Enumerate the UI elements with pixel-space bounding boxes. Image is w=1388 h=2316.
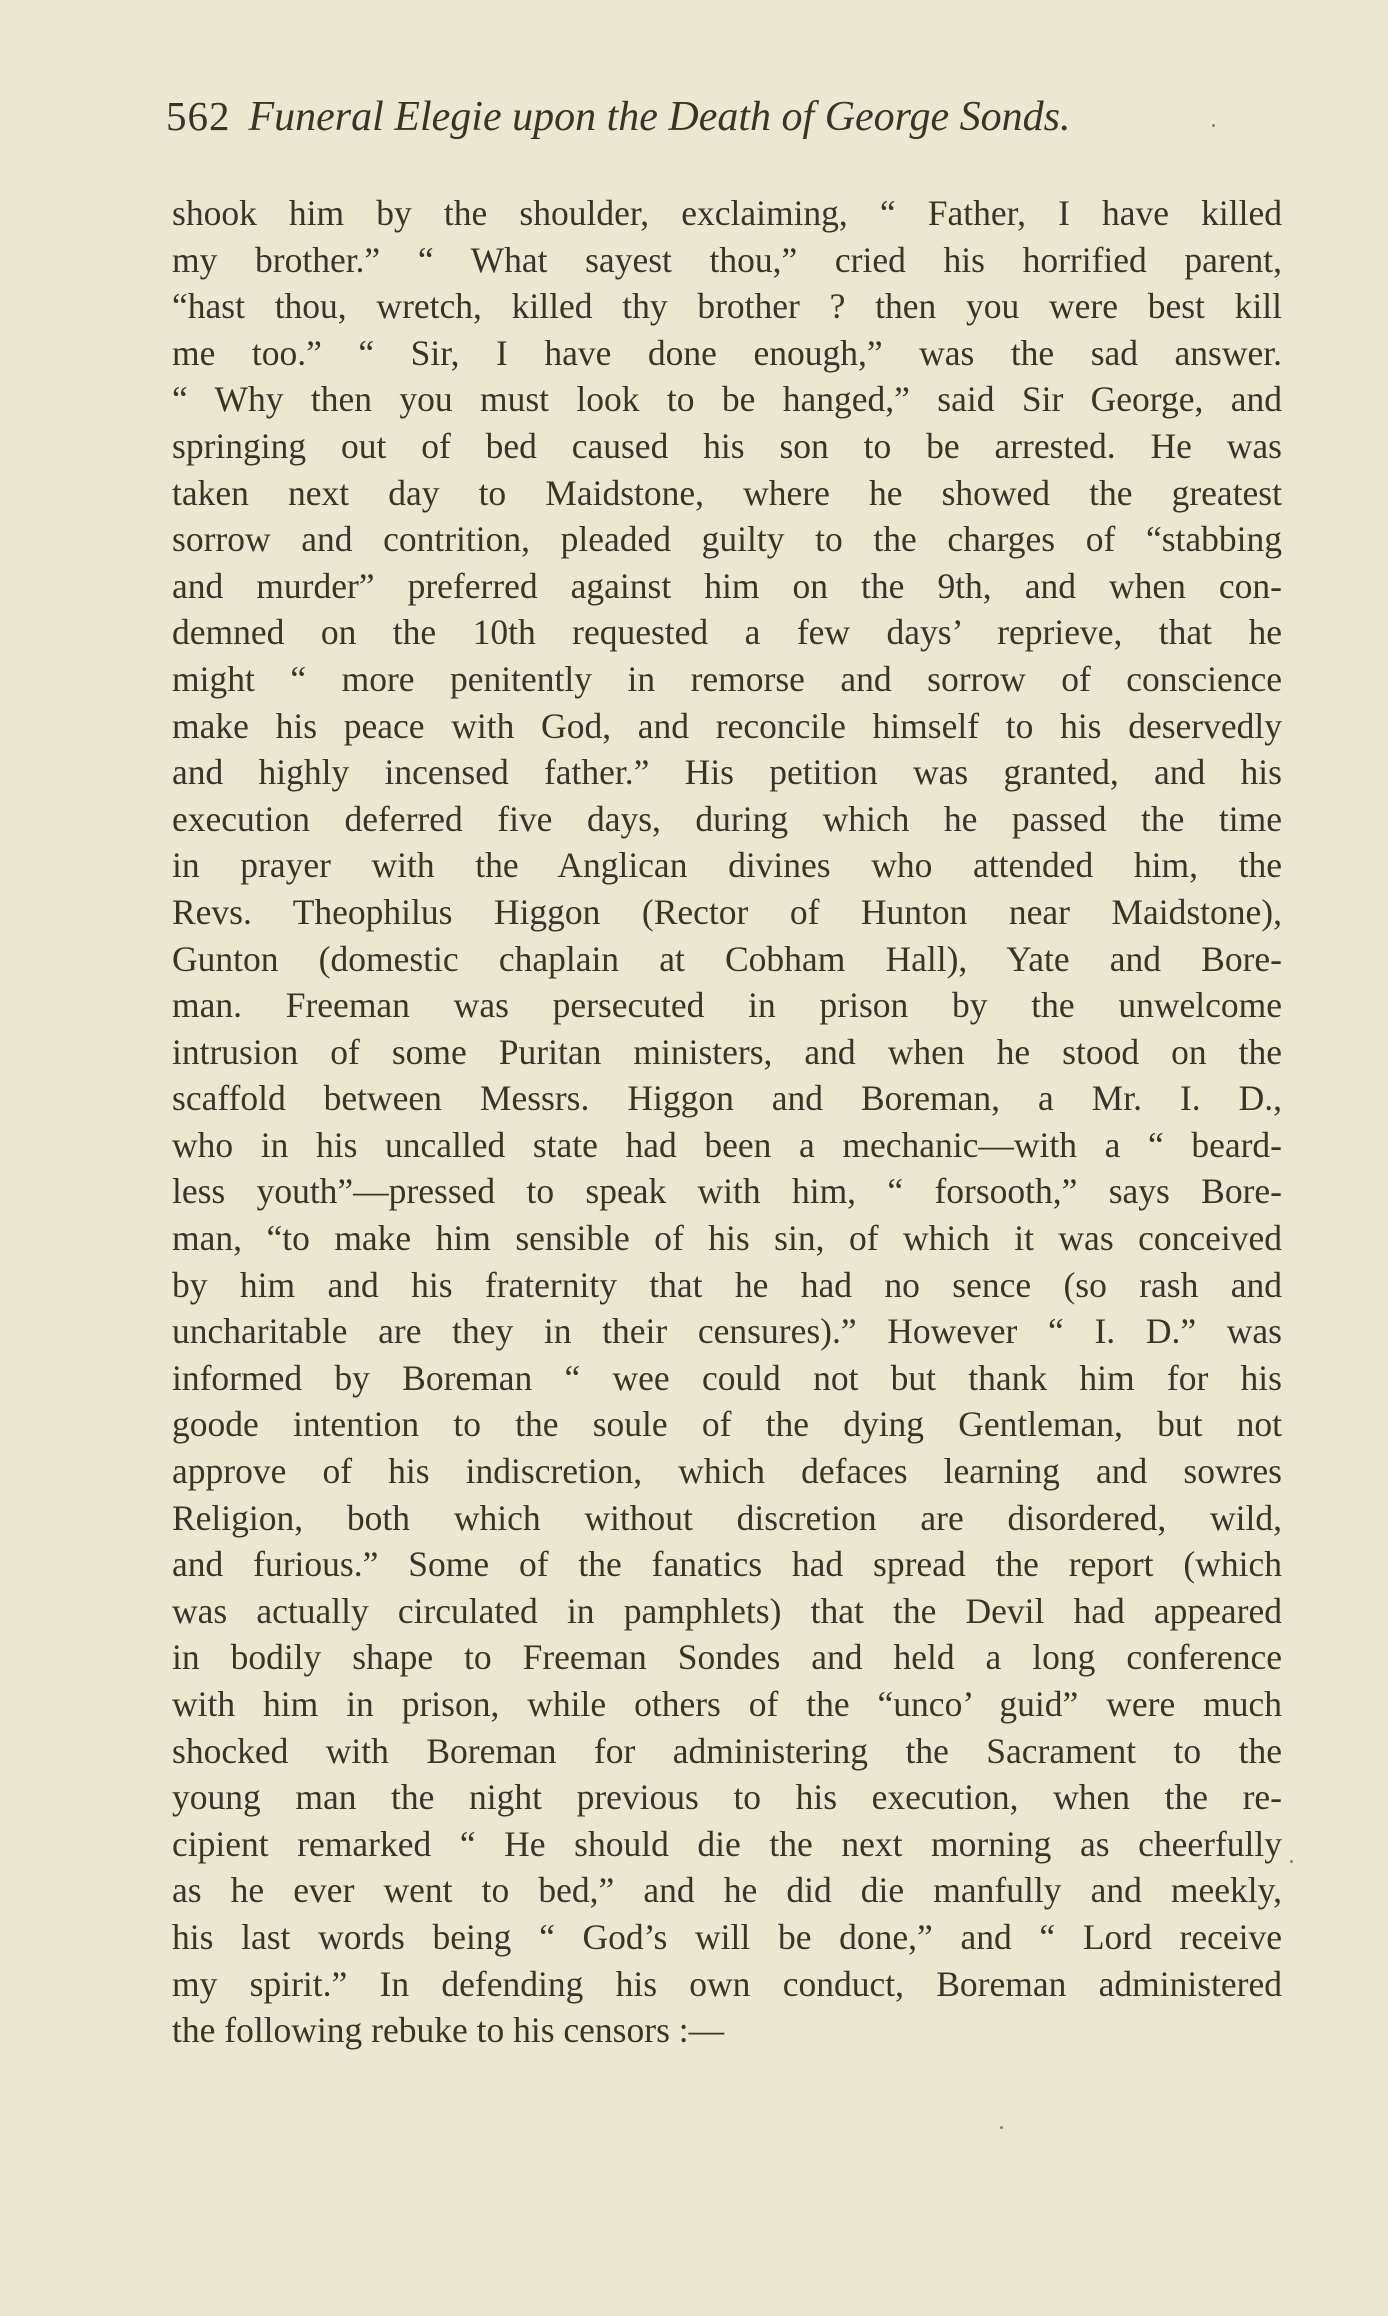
text-line: make his peace with God, and reconcile himself to his deservedly [172,705,1282,746]
text-line: intrusion of some Puritan ministers, and when he stood on the [172,1031,1282,1072]
text-line: by him and his fraternity that he had no sence (so rash and [172,1264,1282,1305]
text-line: his last words being “ God’s will be done,” and “ Lord receive [172,1916,1282,1957]
text-line: man, “to make him sensible of his sin, of which it was conceived [172,1218,1282,1259]
text-line: might “ more penitently in remorse and sorrow of conscience [172,658,1282,699]
text-line: Gunton (domestic chaplain at Cobham Hall), Yate and Bore- [172,938,1282,979]
text-line: my spirit.” In defending his own conduct, Boreman administered [172,1963,1282,2004]
text-line: uncharitable are they in their censures).” However “ I. D.” was [172,1311,1282,1352]
text-line: who in his uncalled state had been a mechanic—with a “ beard- [172,1124,1282,1165]
margin-speck [1290,1860,1293,1863]
text-line: scaffold between Messrs. Higgon and Boreman, a Mr. I. D., [172,1078,1282,1119]
body-text [172,190,1282,2054]
text-line: man. Freeman was persecuted in prison by the unwelcome [172,985,1282,1026]
text-line: shook him by the shoulder, exclaiming, “ Father, I have killed [172,193,1282,233]
text-line: and murder” preferred against him on the 9th, and when con- [172,565,1282,606]
text-line: in prayer with the Anglican divines who attended him, the [172,845,1282,886]
text-line: goode intention to the soule of the dying Gentleman, but not [172,1404,1282,1445]
text-line: me too.” “ Sir, I have done enough,” was the sad answer. [172,332,1282,373]
text-line: taken next day to Maidstone, where he showed the greatest [172,472,1282,513]
text-line: and furious.” Some of the fanatics had spread the report (which [172,1544,1282,1585]
text-line: was actually circulated in pamphlets) that the Devil had appeared [172,1590,1282,1631]
page-number: 562 [166,93,231,139]
text-line: with him in prison, while others of the “unco’ guid” were much [172,1684,1282,1724]
text-line: my brother.” “ What sayest thou,” cried his horrified parent, [172,239,1282,280]
running-head [166,92,1226,152]
text-line: “hast thou, wretch, killed thy brother ? then you were best kill [172,286,1282,327]
text-line: demned on the 10th requested a few days’ reprieve, that he [172,612,1282,653]
margin-speck [1212,124,1215,127]
margin-speck [1000,2126,1003,2129]
text-line: cipient remarked “ He should die the next morning as cheerfully [172,1823,1282,1864]
text-line: Revs. Theophilus Higgon (Rector of Hunton near Maidstone), [172,891,1282,932]
text-line: and highly incensed father.” His petition was granted, and his [172,752,1282,793]
text-line: “ Why then you must look to be hanged,” said Sir George, and [172,379,1282,420]
text-line: shocked with Boreman for administering the Sacrament to the [172,1730,1282,1771]
text-line: the following rebuke to his censors :— [172,2010,725,2051]
running-title: Funeral Elegie upon the Death of George Sonds. [248,94,1071,140]
text-line: approve of his indiscretion, which defaces learning and sowres [172,1451,1282,1492]
text-line: springing out of bed caused his son to be arrested. He was [172,425,1282,466]
text-line: young man the night previous to his execution, when the re- [172,1777,1282,1818]
text-line: as he ever went to bed,” and he did die manfully and meekly, [172,1870,1282,1911]
text-line: informed by Boreman “ wee could not but thank him for his [172,1357,1282,1398]
text-line: sorrow and contrition, pleaded guilty to the charges of “stabbing [172,519,1282,560]
text-line: less youth”—pressed to speak with him, “ forsooth,” says Bore- [172,1171,1282,1212]
text-line: execution deferred five days, during which he passed the time [172,798,1282,839]
text-line: Religion, both which without discretion are disordered, wild, [172,1497,1282,1538]
text-line: in bodily shape to Freeman Sondes and held a long conference [172,1637,1282,1678]
